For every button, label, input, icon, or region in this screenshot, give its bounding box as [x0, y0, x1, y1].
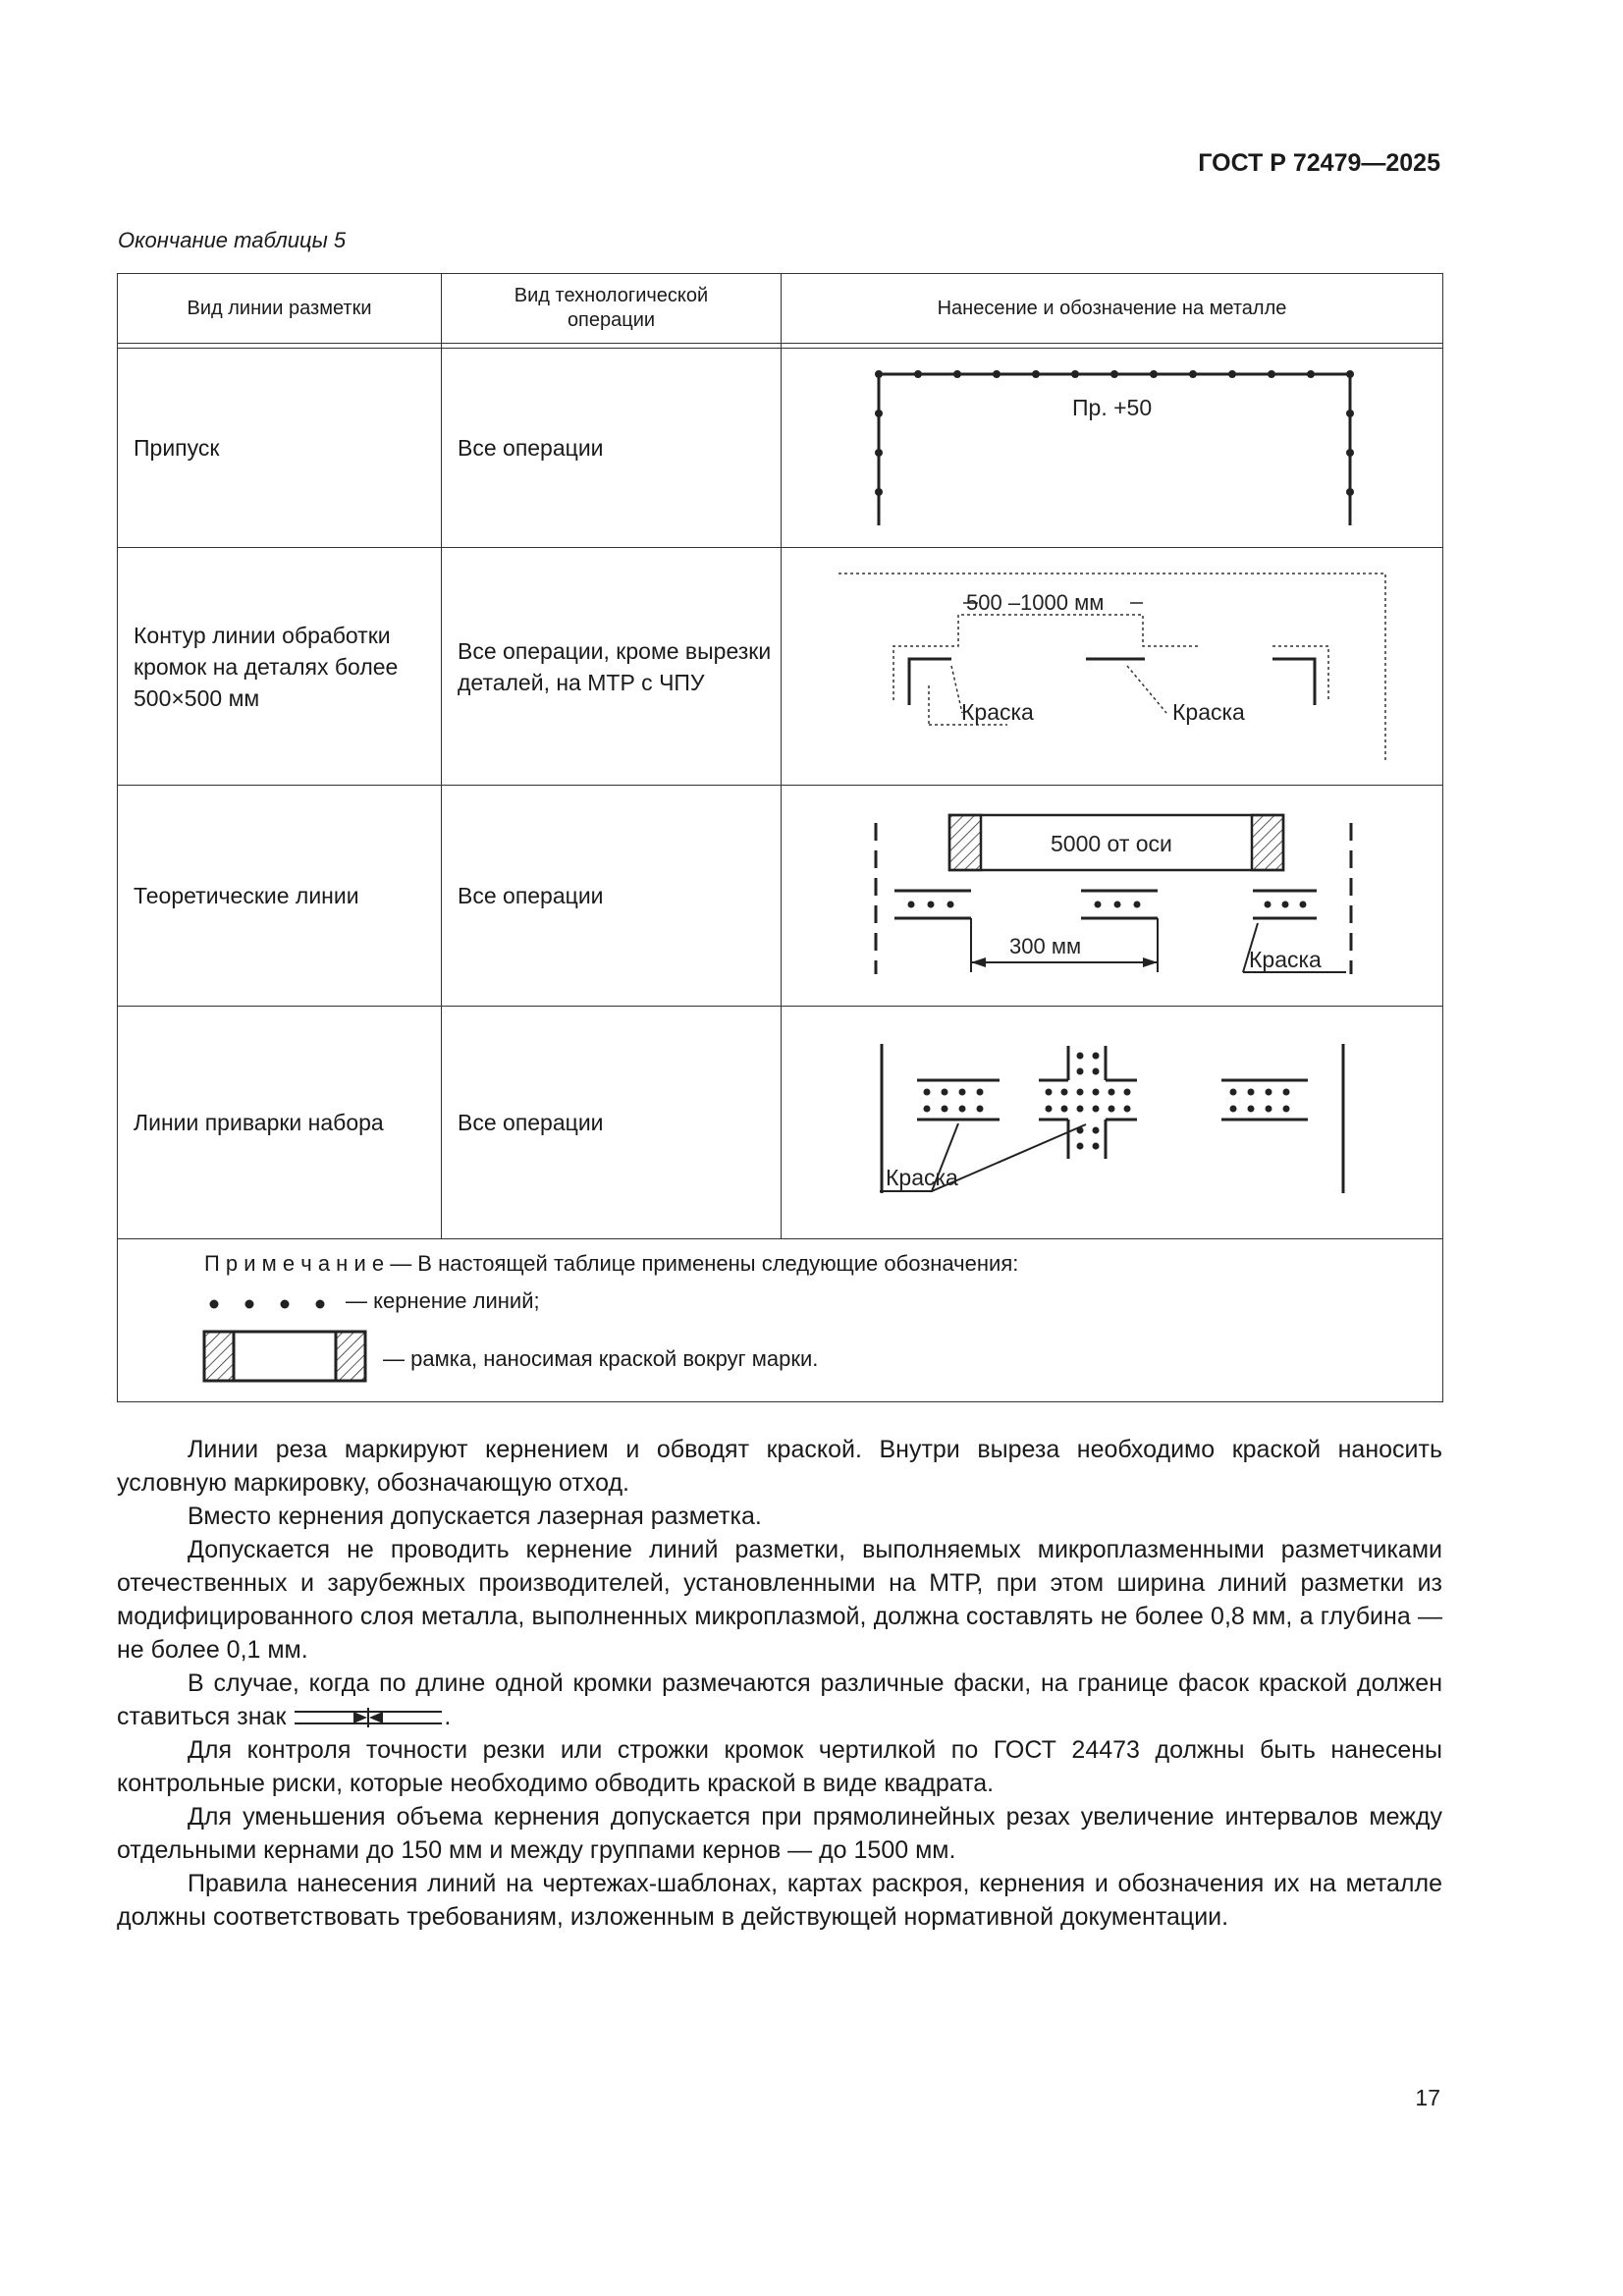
paragraph: Для контроля точности резки или строжки кромок чертилкой по ГОСТ 24473 должны быть нанесены контрольные риски, которые необходимо обводить краской в виде квадрата. [117, 1736, 1442, 1797]
paragraph: Допускается не проводить кернение линий разметки, выполняемых микроплазменными разметчиками отечественных и зарубежных производителей, установленными на МТР, при этом ширина линий разметки из модифицированного слоя металла, выполненных микроплазмой, должна составлять не более 0,8 мм, а глубина — не более 0,1 мм. [117, 1536, 1442, 1664]
header-marking: Нанесение и обозначение на металле [782, 274, 1443, 344]
line-type-cell: Линии приварки набора [118, 1007, 442, 1239]
line-type-cell: Припуск [118, 349, 442, 548]
table-header-row [118, 274, 1443, 344]
svg-text:Краска: Краска [1249, 947, 1322, 972]
page-number: 17 [1415, 2085, 1440, 2110]
marking-drawing-allowance [782, 349, 1443, 548]
header-operation: Вид технологической операции [442, 274, 782, 344]
svg-text:500 –1000 мм: 500 –1000 мм [966, 590, 1105, 615]
operation-cell: Все операции [442, 1007, 782, 1239]
note-item-1: — кернение линий; [346, 1288, 540, 1313]
note-intro: П р и м е ч а н и е — В настоящей таблице применены следующие обозначения: [204, 1251, 1019, 1276]
paragraph: Вместо кернения допускается лазерная разметка. [188, 1503, 762, 1530]
table-row [118, 349, 1443, 548]
operation-cell: Все операции [442, 786, 782, 1007]
paragraph: Линии реза маркируют кернением и обводят краской. Внутри выреза необходимо краской наносить условную маркировку, обозначающую отход. [117, 1436, 1442, 1497]
allowance-label: Пр. +50 [1072, 395, 1153, 420]
header-line-type: Вид линии разметки [118, 274, 442, 344]
table-row [118, 786, 1443, 1007]
table-row [118, 1007, 1443, 1239]
svg-text:Краска: Краска [886, 1165, 958, 1190]
svg-text:Краска: Краска [961, 699, 1034, 725]
table-note-row [118, 1239, 1443, 1402]
svg-text:5000 от оси: 5000 от оси [1051, 831, 1172, 856]
line-type-cell: Контур линии обработки кромок на деталях более 500×500 мм [118, 548, 442, 786]
document-code: ГОСТ Р 72479—2025 [1198, 149, 1440, 177]
line-type-cell: Теоретические линии [118, 786, 442, 1007]
note-item-2: — рамка, наносимая краской вокруг марки. [383, 1346, 819, 1371]
operation-cell: Все операции [442, 349, 782, 548]
svg-text:Краска: Краска [1172, 699, 1245, 725]
table-caption: Окончание таблицы 5 [118, 228, 347, 252]
marking-drawing-theoretical [782, 786, 1443, 1007]
table-row [118, 548, 1443, 786]
bevel-boundary-sign-icon [293, 1707, 444, 1728]
table-note [118, 1239, 1442, 1401]
marking-drawing-welding [782, 1007, 1443, 1239]
svg-text:300 мм: 300 мм [1009, 934, 1082, 958]
body-text [117, 1433, 1442, 1934]
marking-drawing-contour [782, 548, 1443, 786]
paragraph: Для уменьшения объема кернения допускается при прямолинейных резах увеличение интервалов между отдельными кернами до 150 мм и между группами кернов — до 1500 мм. [117, 1803, 1442, 1864]
paragraph: Правила нанесения линий на чертежах-шаблонах, картах раскроя, кернения и обозначения их на металле должны соответствовать требованиям, изложенным в действующей нормативной документации. [117, 1870, 1442, 1931]
paint-frame-icon [202, 1328, 369, 1387]
operation-cell: Все операции, кроме вырезки деталей, на МТР с ЧПУ [442, 548, 782, 786]
center-punch-dots-icon [200, 1286, 348, 1316]
paragraph: В случае, когда по длине одной кромки размечаются различные фаски, на границе фасок краской должен ставиться знак . [117, 1669, 1442, 1730]
table-5 [117, 273, 1443, 1402]
